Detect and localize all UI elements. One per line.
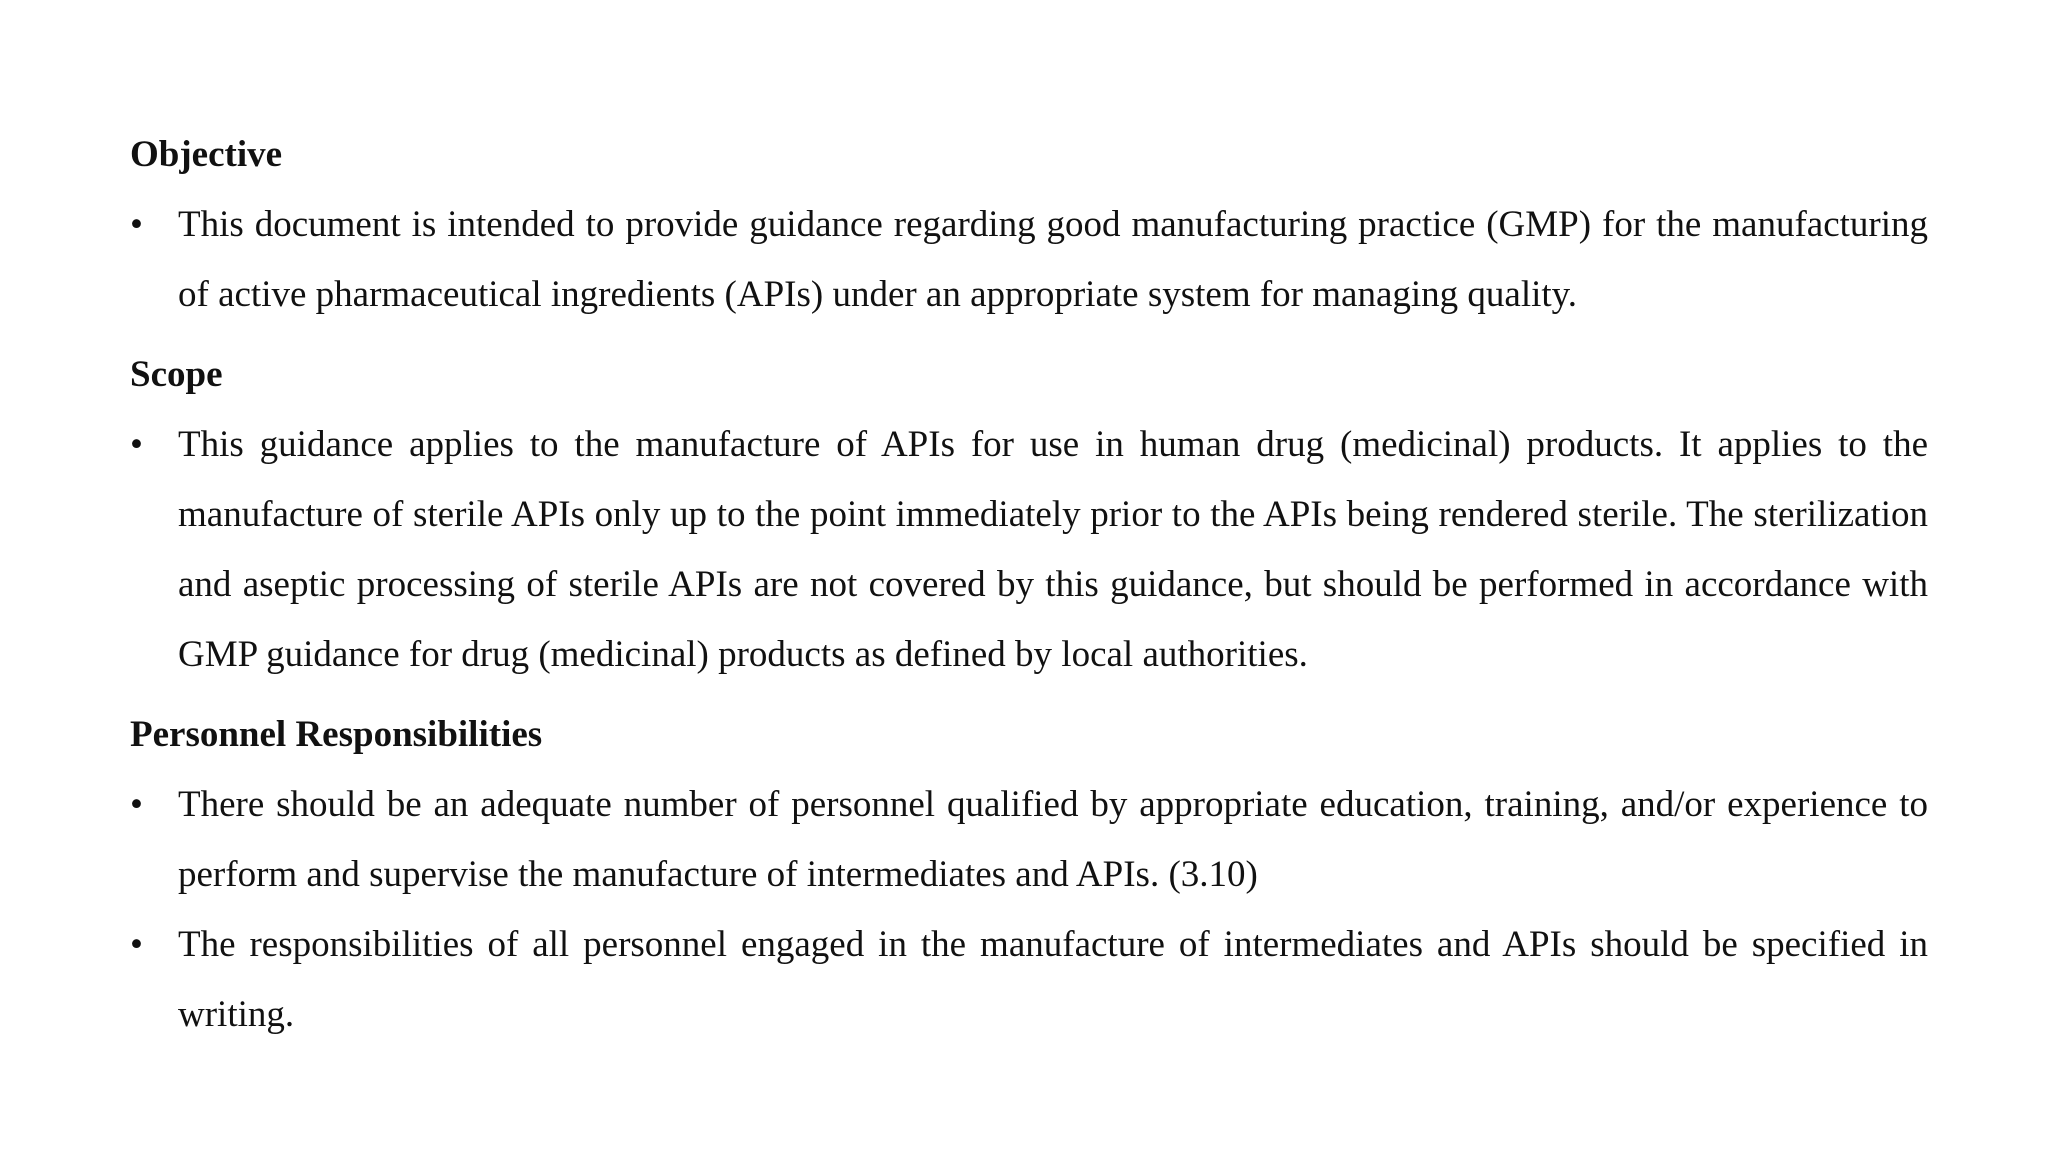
bullet-icon: • <box>130 784 143 825</box>
bullet-list <box>130 410 1928 690</box>
list-item <box>130 770 1928 910</box>
list-item-text: This guidance applies to the manufacture of APIs for use in human drug (medicinal) products. It applies to the manufacture of sterile APIs only up to the point immediately prior to the APIs being rendered sterile. The sterilization and aseptic processing of sterile APIs are not covered by this guidance, but should be performed in accordance with GMP guidance for drug (medicinal) products as defined by local authorities. <box>178 424 1928 675</box>
section-heading: Personnel Responsibilities <box>130 714 543 755</box>
section-objective <box>130 120 1928 330</box>
list-item <box>130 410 1928 690</box>
list-item-text: The responsibilities of all personnel engaged in the manufacture of intermediates and APIs should be specified in writing. <box>178 924 1928 1035</box>
section-heading: Scope <box>130 354 223 395</box>
bullet-list <box>130 190 1928 330</box>
section-scope <box>130 340 1928 690</box>
bullet-icon: • <box>130 204 143 245</box>
list-item <box>130 190 1928 330</box>
section-personnel-responsibilities <box>130 700 1928 1050</box>
document-body <box>130 120 1928 1060</box>
section-heading: Objective <box>130 134 283 175</box>
list-item-text: There should be an adequate number of personnel qualified by appropriate education, training, and/or experience to perform and supervise the manufacture of intermediates and APIs. (3.10) <box>178 784 1928 895</box>
bullet-icon: • <box>130 424 143 465</box>
bullet-icon: • <box>130 924 143 965</box>
bullet-list <box>130 770 1928 1050</box>
list-item <box>130 910 1928 1050</box>
list-item-text: This document is intended to provide guidance regarding good manufacturing practice (GMP) for the manufacturing of active pharmaceutical ingredients (APIs) under an appropriate system for managing quality. <box>178 204 1928 315</box>
